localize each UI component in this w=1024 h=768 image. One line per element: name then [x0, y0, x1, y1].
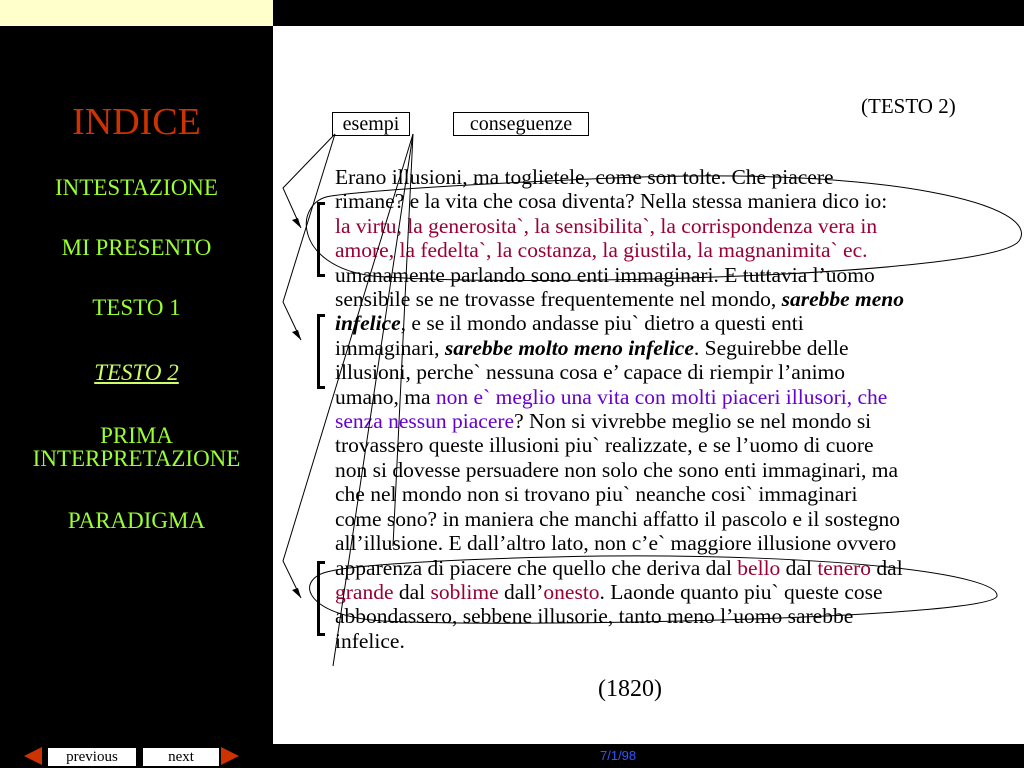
passage-line: Erano illusioni, ma toglietele, come son tolte. Che piacere	[335, 165, 834, 189]
passage-line: rimane? e la vita che cosa diventa? Nella stessa maniera dico io:	[335, 189, 888, 214]
top-left-band	[0, 0, 273, 26]
annotation-overlay	[273, 26, 1024, 744]
purple-highlight: senza nessun piacere	[335, 409, 515, 434]
conseguenze-box: conseguenze	[453, 112, 589, 136]
top-bar	[273, 0, 1024, 26]
sidebar-item-testo-2[interactable]: TESTO 2	[94, 360, 179, 385]
previous-button[interactable]: previous	[47, 747, 137, 767]
footer-bar	[0, 744, 1024, 768]
passage-line: immaginari, sarebbe molto meno infelice. Seguirebbe delle	[335, 335, 849, 360]
passage-line: apparenza di piacere che quello che deriva dal bello dal tenero dal	[335, 555, 903, 580]
sidebar-item-label-line1: PRIMA	[100, 423, 173, 448]
esempi-box: esempi	[332, 112, 410, 136]
sidebar-item-testo-1[interactable]: TESTO 1	[92, 295, 181, 320]
passage-line: grande dal soblime dall’onesto. Laonde quanto piu` queste cose	[335, 579, 883, 604]
passage-line: che nel mondo non si trovano piu` neanche cosi` immaginari	[335, 482, 858, 507]
passage-line: sensibile se ne trovasse frequentemente nel mondo, sarebbe meno	[335, 287, 905, 312]
passage-line-highlight: la virtu, la generosita`, la sensibilita`, la corrispondenza vera in	[335, 213, 878, 238]
purple-highlight: non e` meglio una vita con molti piaceri illusori, che	[435, 384, 888, 409]
content-area	[273, 26, 1024, 744]
year-label: (1820)	[598, 676, 662, 702]
passage-line: abbondassero, sebbene illusorie, tanto meno l’uomo sarebbe	[335, 604, 854, 629]
passage-line: senza nessun piacere? Non si vivrebbe meglio se nel mondo si	[335, 409, 872, 434]
emphasis-text: infelice	[335, 311, 401, 336]
arrowhead-3	[292, 588, 301, 598]
sidebar-item-paradigma[interactable]: PARADIGMA	[67, 508, 206, 533]
sidebar-item-mi-presento[interactable]: MI PRESENTO	[61, 235, 212, 260]
ellipse-red-list	[306, 176, 1021, 281]
footer-date: 7/1/98	[600, 748, 637, 763]
emphasis-text: sarebbe molto meno infelice	[444, 335, 694, 360]
arrow-line-4	[333, 134, 413, 666]
ellipse-red-list-2	[310, 556, 997, 623]
sidebar-item-intestazione[interactable]: INTESTAZIONE	[55, 175, 218, 200]
passage-line: infelice.	[335, 628, 405, 653]
sidebar-title: INDICE	[72, 101, 201, 143]
arrowhead-2	[292, 330, 301, 340]
arrow-line-5	[393, 134, 413, 546]
passage-line: infelice, e se il mondo andasse piu` dietro a questi enti	[335, 311, 804, 336]
passage-line-highlight: amore, la fedelta`, la costanza, la giustila, la magnanimita` ec.	[335, 238, 868, 263]
passage-line: come sono? in maniera che manchi affatto il pascolo e il sostegno	[335, 506, 900, 531]
sidebar-item-label-line2: INTERPRETAZIONE	[32, 446, 241, 471]
sidebar-item-prima-interpretazione[interactable]	[0, 424, 273, 470]
next-button[interactable]: next	[142, 747, 220, 767]
sidebar	[0, 26, 273, 744]
passage-line: all’illusione. E dall’altro lato, non c’e` maggiore illusione ovvero	[335, 531, 897, 556]
emphasis-text: sarebbe meno	[781, 287, 905, 312]
text-heading: (TESTO 2)	[861, 94, 956, 118]
previous-arrow-icon[interactable]	[24, 747, 42, 765]
arrow-line-1	[283, 134, 335, 228]
passage-line: trovassero queste illusioni piu` realizzate, e se l’uomo di cuore	[335, 433, 874, 458]
passage-line: illusioni, perche` nessuna cosa e’ capace di riempir l’animo	[335, 360, 846, 385]
arrowhead-1	[292, 218, 301, 228]
passage-line: non si dovesse persuadere non solo che sono enti immaginari, ma	[335, 457, 899, 482]
passage-line: umanamente parlando sono enti immaginari. E tuttavia l’uomo	[335, 262, 875, 287]
next-arrow-icon[interactable]	[221, 747, 239, 765]
passage-line: umano, ma non e` meglio una vita con molti piaceri illusori, che	[335, 384, 888, 409]
